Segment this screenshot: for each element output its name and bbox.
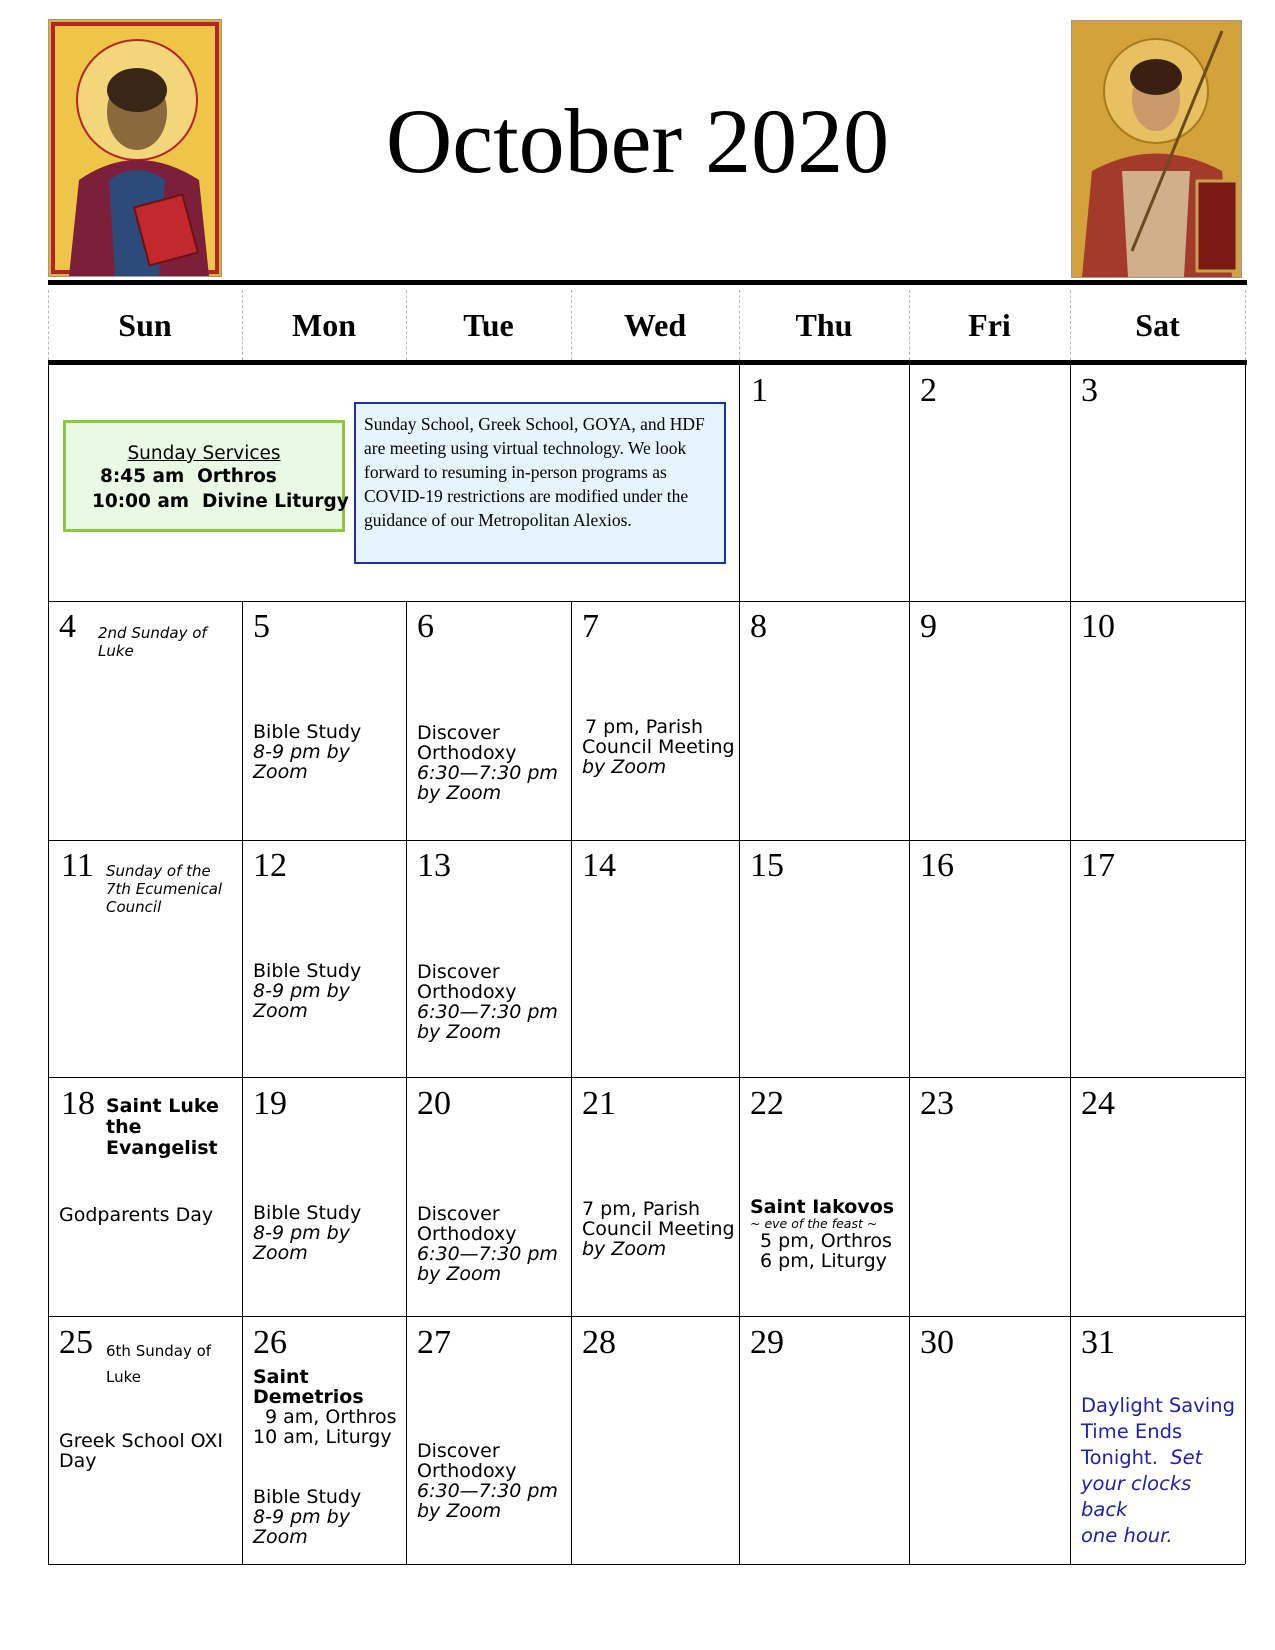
header-divider xyxy=(48,280,1247,285)
day-number: 27 xyxy=(417,1324,451,1361)
day-number: 8 xyxy=(750,608,767,645)
grid-line xyxy=(1245,363,1246,1564)
day-number: 4 xyxy=(59,608,76,645)
bible-study-event: Bible Study 8-9 pm by Zoom xyxy=(253,1486,362,1548)
bible-study-event: Bible Study 8-9 pm by Zoom xyxy=(253,960,362,1022)
page-title: October 2020 xyxy=(385,90,890,192)
grid-line xyxy=(909,363,910,601)
day-number: 9 xyxy=(920,608,937,645)
grid-top-border xyxy=(48,360,1247,365)
weekday-fri: Fri xyxy=(968,306,1011,343)
grid-line xyxy=(48,840,1245,841)
parish-council-event: 7 pm, Parish Council Meeting by Zoom xyxy=(582,1198,735,1260)
day-number: 16 xyxy=(920,847,954,884)
weekday-tue: Tue xyxy=(463,306,514,343)
header-divider xyxy=(739,290,740,360)
grid-line xyxy=(48,1077,1245,1078)
day-number: 24 xyxy=(1081,1085,1115,1122)
day-number: 28 xyxy=(582,1324,616,1361)
day-number: 10 xyxy=(1081,608,1115,645)
grid-line xyxy=(1070,363,1071,601)
day-number: 21 xyxy=(582,1085,616,1122)
discover-orthodoxy-event: Discover Orthodoxy 6:30—7:30 pm by Zoom xyxy=(417,961,558,1043)
day-number: 15 xyxy=(750,847,784,884)
grid-line xyxy=(48,1316,1245,1317)
saint-iakovos-event: Saint Iakovos ~ eve of the feast ~ 5 pm, Orthros 6 pm, Liturgy xyxy=(750,1196,895,1272)
grid-line xyxy=(571,601,572,1564)
day-number: 30 xyxy=(920,1324,954,1361)
weekday-sat: Sat xyxy=(1135,306,1180,343)
sunday-feast-label: 6th Sunday of Luke xyxy=(106,1342,212,1386)
header-divider xyxy=(909,290,910,360)
day-number: 12 xyxy=(253,847,287,884)
covid-notice-box: Sunday School, Greek School, GOYA, and HDF are meeting using virtual technology. We look forward to resuming in-person programs as COVID-19 restrictions are modified under the guidance of our Metropolitan Alexios. xyxy=(354,402,726,564)
sunday-services-orthros: 8:45 am Orthros xyxy=(100,466,277,487)
grid-line xyxy=(909,601,910,1564)
day-number: 14 xyxy=(582,847,616,884)
day-number: 23 xyxy=(920,1085,954,1122)
greek-school-oxi-event: Greek School OXI Day xyxy=(59,1430,224,1472)
grid-line xyxy=(1070,601,1071,1564)
day-number: 11 xyxy=(61,847,94,884)
godparents-day-event: Godparents Day xyxy=(59,1204,214,1226)
header-divider xyxy=(406,290,407,360)
day-number: 1 xyxy=(751,372,768,409)
bible-study-event: Bible Study 8-9 pm by Zoom xyxy=(253,721,362,783)
header-divider xyxy=(242,290,243,360)
discover-orthodoxy-event: Discover Orthodoxy 6:30—7:30 pm by Zoom xyxy=(417,1203,558,1285)
day-number: 22 xyxy=(750,1085,784,1122)
grid-line xyxy=(739,601,740,1564)
saint-demetrios-event: Saint Demetrios 9 am, Orthros 10 am, Liturgy xyxy=(253,1366,397,1448)
day-number: 20 xyxy=(417,1085,451,1122)
daylight-saving-notice: Daylight Saving Time Ends Tonight. Set your clocks back one hour. xyxy=(1081,1394,1235,1547)
day-number: 19 xyxy=(253,1085,287,1122)
weekday-sun: Sun xyxy=(118,306,172,343)
header-divider xyxy=(48,290,49,360)
grid-line xyxy=(48,601,1245,602)
day-number: 25 xyxy=(59,1324,93,1361)
day-number: 2 xyxy=(920,372,937,409)
discover-orthodoxy-event: Discover Orthodoxy 6:30—7:30 pm by Zoom xyxy=(417,1440,558,1522)
weekday-wed: Wed xyxy=(623,306,687,343)
day-number: 7 xyxy=(582,608,599,645)
day-number: 26 xyxy=(253,1324,287,1361)
day-number: 31 xyxy=(1081,1324,1115,1361)
header-divider xyxy=(1070,290,1071,360)
discover-orthodoxy-event: Discover Orthodoxy 6:30—7:30 pm by Zoom xyxy=(417,722,558,804)
sunday-services-heading: Sunday Services xyxy=(127,443,281,464)
header-divider xyxy=(1245,290,1246,360)
grid-line xyxy=(48,1564,1245,1565)
sunday-feast-label: Sunday of the 7th Ecumenical Council xyxy=(106,862,223,916)
day-number: 5 xyxy=(253,608,270,645)
day-number: 6 xyxy=(417,608,434,645)
sunday-feast-label: Saint Luke the Evangelist xyxy=(106,1095,219,1159)
grid-line xyxy=(48,363,49,1564)
sunday-feast-label: 2nd Sunday of Luke xyxy=(98,624,207,660)
weekday-thu: Thu xyxy=(795,306,853,343)
bible-study-event: Bible Study 8-9 pm by Zoom xyxy=(253,1202,362,1264)
sunday-services-liturgy: 10:00 am Divine Liturgy xyxy=(92,491,349,512)
day-number: 13 xyxy=(417,847,451,884)
weekday-mon: Mon xyxy=(292,306,356,343)
sunday-services-box xyxy=(63,420,349,532)
parish-council-event: 7 pm, Parish Council Meeting by Zoom xyxy=(582,716,735,778)
grid-line xyxy=(242,601,243,1564)
grid-line xyxy=(739,363,740,601)
day-number: 3 xyxy=(1081,372,1098,409)
day-number: 18 xyxy=(61,1085,95,1122)
header-divider xyxy=(571,290,572,360)
day-number: 29 xyxy=(750,1324,784,1361)
day-number: 17 xyxy=(1081,847,1115,884)
